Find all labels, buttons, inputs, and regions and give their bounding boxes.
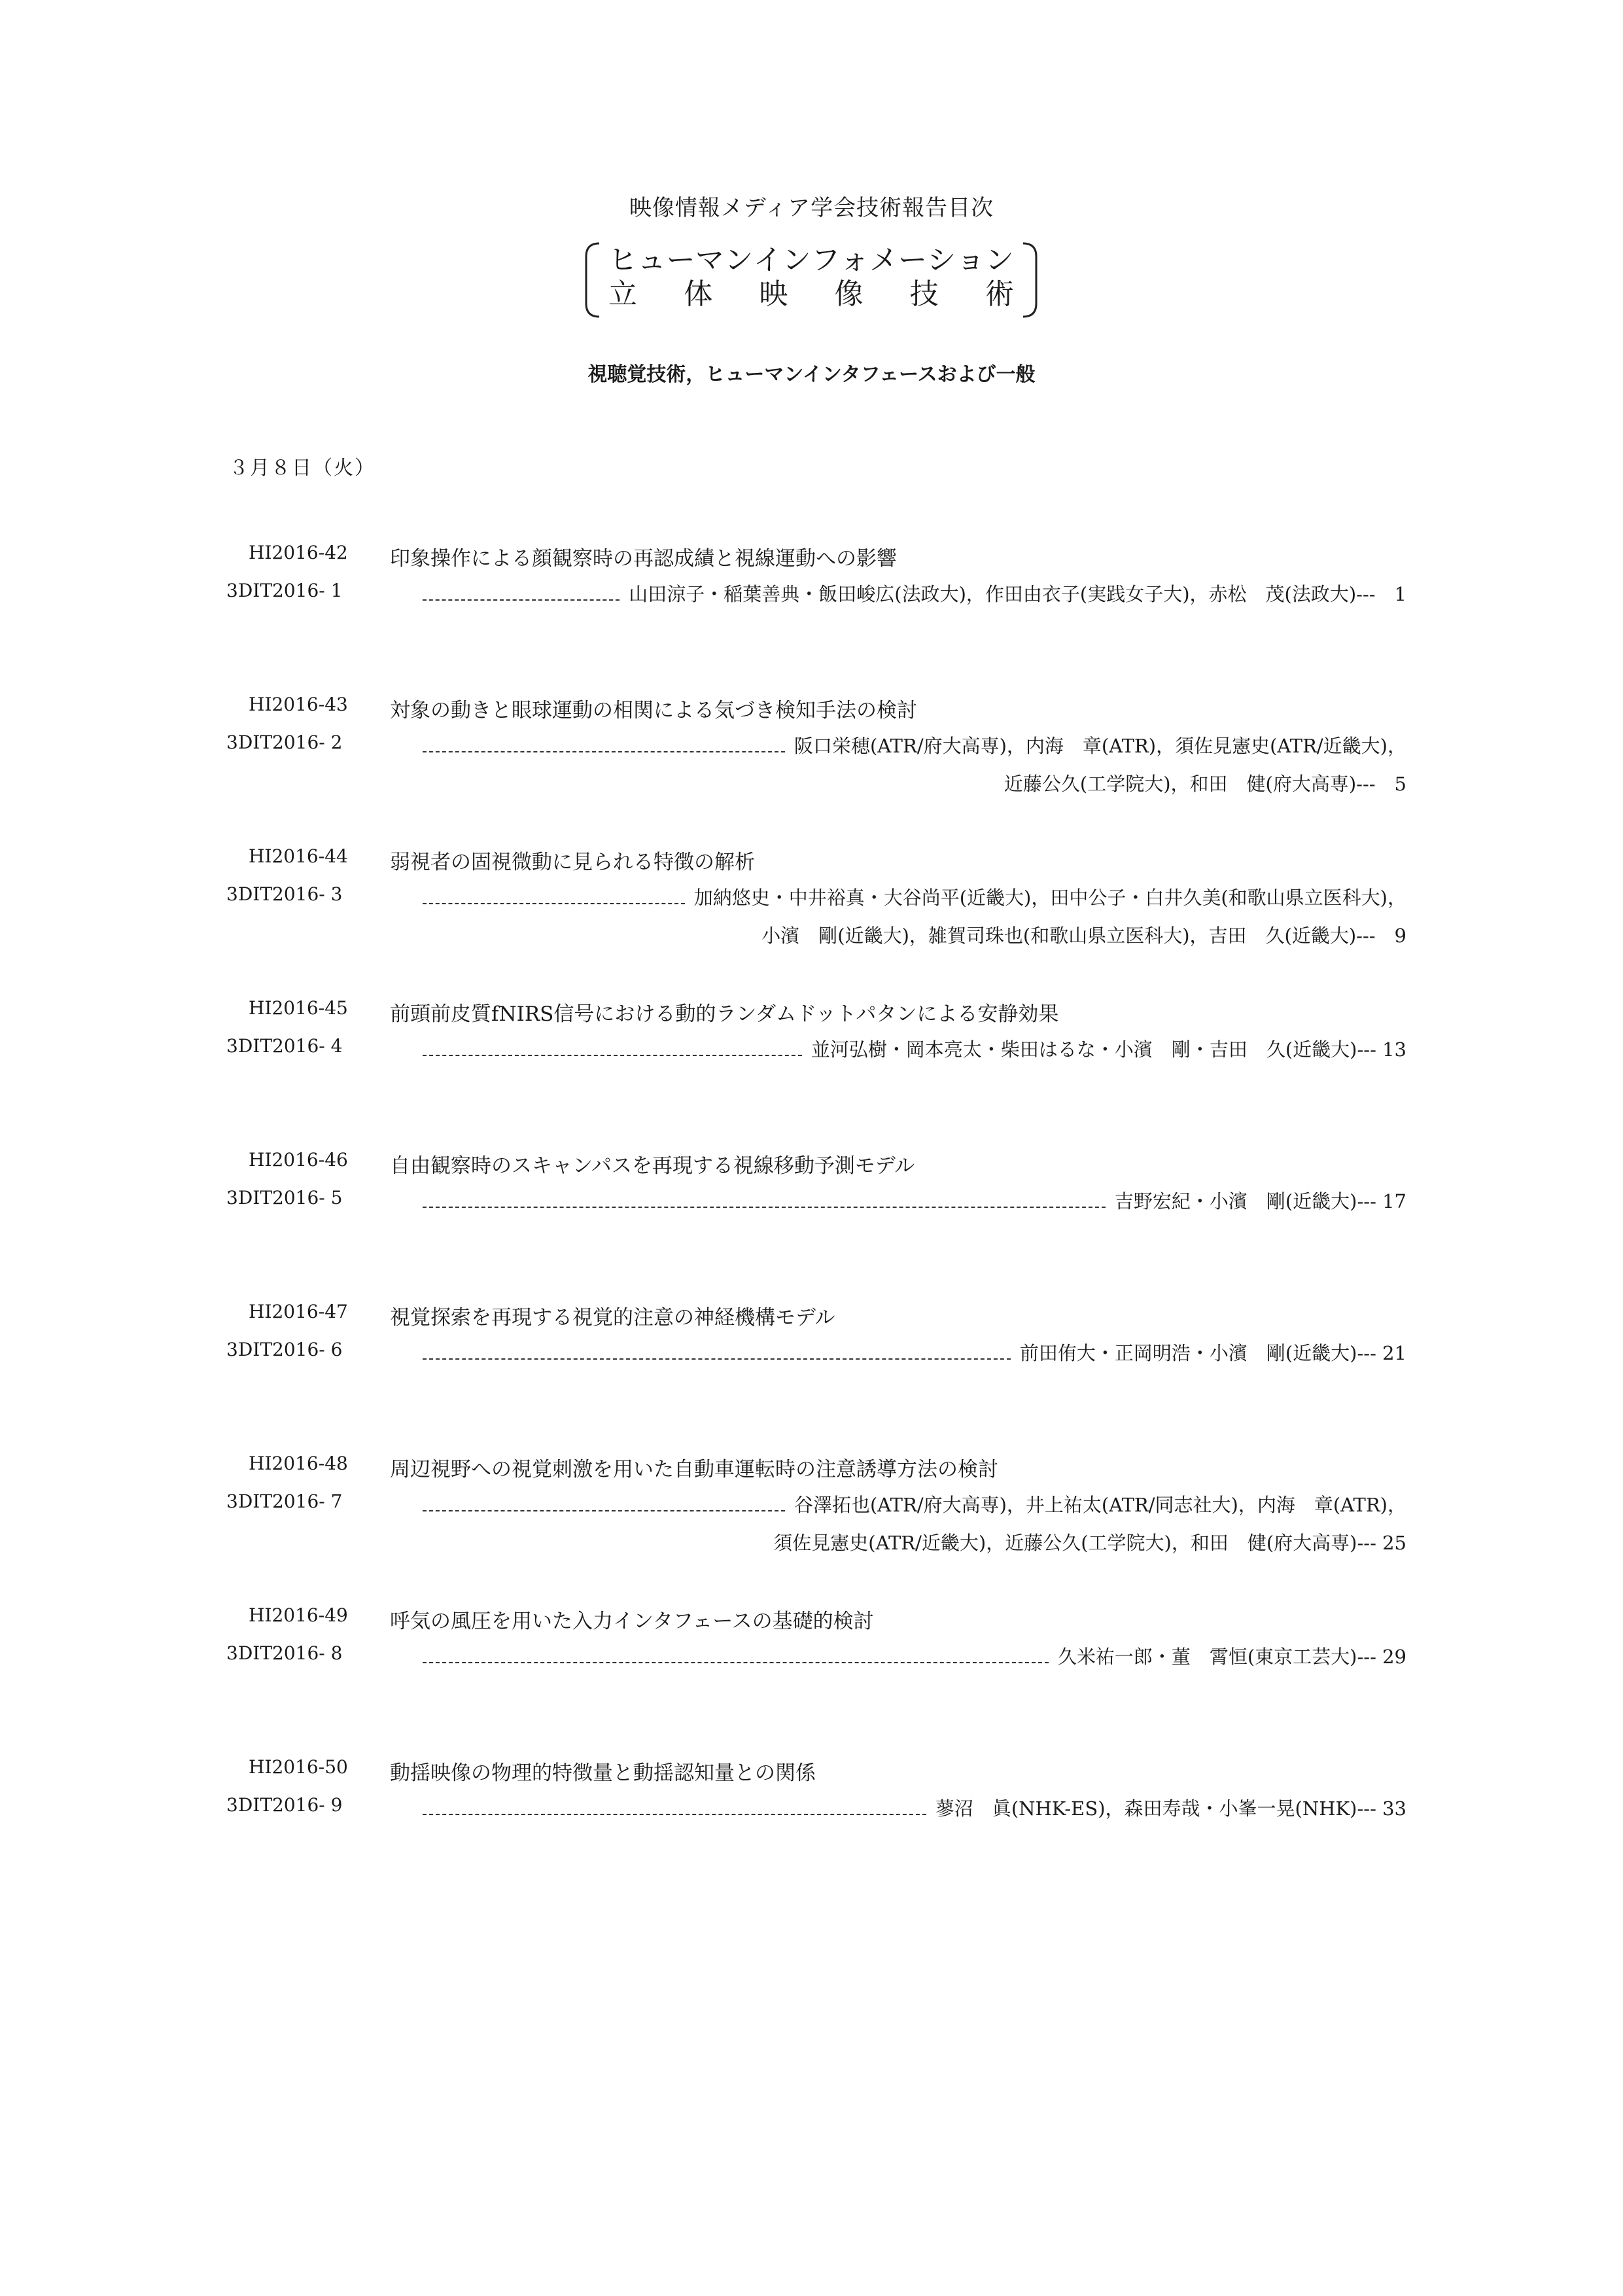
- series-line-3d-imaging: [608, 279, 1014, 310]
- leader-dashes: [423, 751, 785, 752]
- paper-id-hi: HI2016-44: [249, 845, 348, 867]
- paper-id-3dit: 3DIT2016- 9: [226, 1794, 343, 1816]
- author-line: [423, 1187, 1406, 1214]
- paper-authors: 加納悠史・中井裕真・大谷尚平(近畿大)，田中公子・白井久美(和歌山県立医科大)，: [693, 887, 1406, 909]
- author-line-continued: [773, 1528, 1406, 1555]
- leader-dashes: [423, 903, 685, 904]
- paper-title: 自由観察時のスキャンパスを再現する視線移動予測モデル: [390, 1154, 915, 1178]
- author-line: [423, 580, 1406, 607]
- paper-id-3dit: 3DIT2016- 4: [226, 1035, 343, 1057]
- series-line-human-information: [608, 245, 1014, 276]
- series-char: 映: [759, 277, 788, 311]
- series-char: ヒ: [608, 243, 637, 277]
- paper-authors: 並河弘樹・岡本亮太・柴田はるな・小濱 剛・吉田 久(近畿大)--- 13: [811, 1038, 1406, 1061]
- paper-id-hi: HI2016-50: [249, 1756, 348, 1778]
- section-title: 視聴覚技術，ヒューマンインタフェースおよび一般: [587, 363, 1036, 386]
- series-char: 体: [684, 277, 713, 311]
- paper-id-3dit: 3DIT2016- 8: [226, 1642, 343, 1664]
- author-line-continued: [1004, 769, 1406, 796]
- author-line: [423, 883, 1406, 910]
- report-header-title: 映像情報メディア学会技術報告目次: [629, 195, 994, 221]
- series-char: 像: [834, 277, 864, 311]
- paper-id-hi: HI2016-47: [249, 1301, 348, 1322]
- leader-dashes: [423, 1358, 1011, 1360]
- paper-id-hi: HI2016-46: [249, 1149, 348, 1171]
- paper-authors: 須佐見憲史(ATR/近畿大)，近藤公久(工学院大)，和田 健(府大高専)--- 25: [773, 1532, 1406, 1554]
- paper-authors: 蓼沼 眞(NHK-ES)，森田寿哉・小峯一晃(NHK)--- 33: [935, 1797, 1406, 1820]
- author-line-continued: [761, 921, 1406, 948]
- paper-title: 周辺視野への視覚刺激を用いた自動車運転時の注意誘導方法の検討: [390, 1458, 998, 1481]
- series-name-box: [582, 241, 1040, 319]
- paper-authors: 阪口栄穂(ATR/府大高専)，内海 章(ATR)，須佐見憲史(ATR/近畿大)，: [794, 735, 1406, 757]
- paper-id-hi: HI2016-43: [249, 694, 348, 715]
- series-char: 術: [985, 277, 1014, 311]
- paper-title: 前頭前皮質fNIRS信号における動的ランダムドットパタンによる安静効果: [390, 1002, 1059, 1026]
- author-line: [423, 1794, 1406, 1821]
- paper-id-hi: HI2016-45: [249, 997, 348, 1019]
- paper-id-hi: HI2016-42: [249, 542, 348, 563]
- paper-authors: 久米祐一郎・董 霄恒(東京工芸大)--- 29: [1057, 1646, 1406, 1668]
- paper-id-hi: HI2016-48: [249, 1453, 348, 1474]
- series-char: ー: [898, 243, 927, 277]
- leader-dashes: [423, 599, 620, 601]
- paper-title: 視覚探索を再現する視覚的注意の神経機構モデル: [390, 1306, 835, 1330]
- author-line: [423, 1035, 1406, 1062]
- leader-dashes: [423, 1814, 926, 1815]
- series-char: ー: [666, 243, 695, 277]
- paper-authors: 前田侑大・正岡明浩・小濱 剛(近畿大)--- 21: [1019, 1342, 1406, 1364]
- author-line: [423, 1642, 1406, 1669]
- paper-title: 対象の動きと眼球運動の相関による気づき検知手法の検討: [390, 699, 917, 722]
- paper-id-3dit: 3DIT2016- 7: [226, 1491, 343, 1512]
- paper-authors: 谷澤拓也(ATR/府大高専)，井上祐太(ATR/同志社大)，内海 章(ATR)，: [794, 1494, 1406, 1516]
- paper-title: 呼気の風圧を用いた入力インタフェースの基礎的検討: [390, 1610, 874, 1633]
- paper-id-3dit: 3DIT2016- 5: [226, 1187, 343, 1209]
- series-char: ォ: [840, 243, 869, 277]
- paper-authors: 吉野宏紀・小濱 剛(近畿大)--- 17: [1114, 1190, 1406, 1212]
- leader-dashes: [423, 1510, 785, 1511]
- series-char: イ: [753, 243, 782, 277]
- series-char: マ: [695, 243, 724, 277]
- author-line: [423, 732, 1406, 758]
- session-date: ３月８日（火）: [229, 457, 375, 480]
- paper-title: 印象操作による顔観察時の再認成績と視線運動への影響: [390, 547, 897, 571]
- paper-id-3dit: 3DIT2016- 3: [226, 883, 343, 905]
- paper-authors: 山田涼子・稲葉善典・飯田峻広(法政大)，作田由衣子(実践女子大)，赤松 茂(法政大)--- 1: [629, 583, 1406, 605]
- paper-id-3dit: 3DIT2016- 1: [226, 580, 343, 601]
- series-char: フ: [811, 243, 841, 277]
- author-line: [423, 1491, 1406, 1517]
- paper-id-3dit: 3DIT2016- 2: [226, 732, 343, 753]
- paper-authors: 近藤公久(工学院大)，和田 健(府大高専)--- 5: [1003, 773, 1406, 795]
- paper-id-3dit: 3DIT2016- 6: [226, 1339, 343, 1360]
- series-char: ュ: [637, 243, 667, 277]
- leader-dashes: [423, 1055, 802, 1056]
- paper-title: 弱視者の固視微動に見られる特徴の解析: [390, 851, 755, 874]
- series-char: 立: [608, 277, 637, 311]
- paper-authors: 小濱 剛(近畿大)，雑賀司珠也(和歌山県立医科大)，吉田 久(近畿大)--- 9: [761, 925, 1406, 947]
- series-char: ン: [724, 243, 754, 277]
- paper-id-hi: HI2016-49: [249, 1604, 348, 1626]
- series-char: ン: [782, 243, 811, 277]
- leader-dashes: [423, 1662, 1049, 1663]
- series-char: ン: [985, 243, 1014, 277]
- paper-title: 動揺映像の物理的特徴量と動揺認知量との関係: [390, 1761, 816, 1785]
- series-char: 技: [909, 277, 939, 311]
- series-char: ョ: [956, 243, 985, 277]
- leader-dashes: [423, 1207, 1106, 1208]
- series-char: メ: [869, 243, 898, 277]
- series-char: シ: [927, 243, 956, 277]
- author-line: [423, 1339, 1406, 1366]
